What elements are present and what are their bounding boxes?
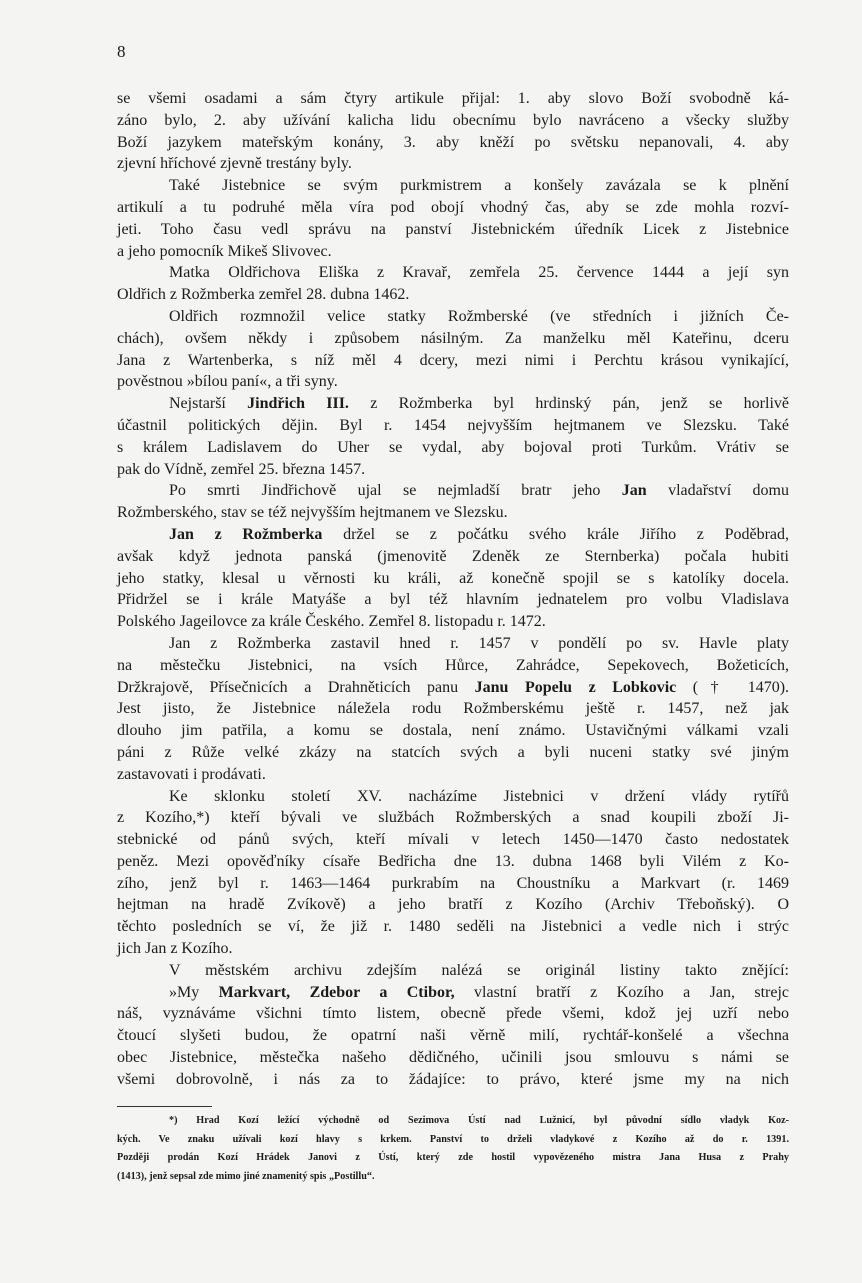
text-run: Držkrajově, Přísečnicích a Drahněticích panu (117, 678, 475, 696)
text-run: zího, jenž byl r. 1463—1464 purkrabím na Choustníku a Markvart (r. 1469 (117, 874, 789, 892)
footnote-line: Později prodán Kozí Hrádek Janovi z Ústí, který zde hostil vypovězeného mistra Jana Husa z Prahy (117, 1152, 789, 1163)
text-line (117, 655, 789, 677)
text-run: Boží jazykem mateřským konány, 3. aby kněží po světsku nepanovali, 4. aby (117, 133, 789, 151)
text-run: Nejstarší (169, 395, 248, 413)
bold-name: Janu Popelu z Lobkovic (474, 678, 677, 696)
text-line (117, 415, 789, 437)
text-run: »My (169, 983, 219, 1001)
text-line (117, 480, 789, 502)
text-line (117, 633, 789, 655)
text-run: Rožmberského, stav se též nejvyšším hejtmanem ve Slezsku. (117, 504, 508, 522)
text-line (117, 938, 789, 960)
text-line (117, 742, 789, 764)
text-run: jeti. Toho času vedl správu na panství Jistebnickém úředník Licek z Jistebnice (117, 220, 789, 238)
bold-name: Jindřich III. (247, 395, 349, 413)
text-line (117, 197, 789, 219)
text-run: zastavovati i prodávati. (117, 765, 266, 783)
text-run: vladařství domu (646, 482, 789, 500)
text-run: Oldřich rozmnožil velice statky Rožmberské (ve středních i jižních Če- (169, 307, 789, 325)
text-line (117, 829, 789, 851)
text-line (117, 524, 789, 546)
text-run: Přidržel se i krále Matyáše a byl též hlavním jednatelem pro volbu Vladislava (117, 591, 789, 609)
body-text (117, 88, 789, 1091)
text-line (117, 982, 789, 1004)
text-run: Jana z Wartenberka, s níž měl 4 dcery, mezi nimi i Perchtu krásou vynikající, (117, 351, 789, 369)
text-run: chách), ovšem někdy i způsobem násilným. Za manželku měl Kateřinu, dceru (117, 329, 789, 347)
text-run: z Rožmberka byl hrdinský pán, jenž se horlivě (348, 395, 789, 413)
footnote-divider (117, 1106, 212, 1107)
text-line (117, 88, 789, 110)
text-line (117, 677, 789, 699)
text-line (117, 611, 789, 633)
text-line (117, 916, 789, 938)
text-line (117, 502, 789, 524)
text-run: všemi dobrovolně, i nás za to žádajíce: to právo, které jsme my na nich (117, 1070, 789, 1088)
bold-name: Markvart, Zdebor a Ctibor, (218, 983, 455, 1001)
bold-name: Jan z Rožmberka (169, 525, 323, 543)
text-run: artikulí a tu podruhé měla víra pod obojí vhodný čas, aby se zde mohla rozví- (117, 198, 789, 216)
text-run: Matka Oldřichova Eliška z Kravař, zemřela 25. července 1444 a její syn (169, 264, 789, 282)
text-line (117, 350, 789, 372)
text-run: avšak když jednota panská (jmenovitě Zdeněk ze Sternberka) počala hubiti (117, 547, 789, 565)
text-run: peněz. Mezi opověďníky císaře Bedřicha dne 13. dubna 1468 byli Vilém z Ko- (117, 852, 789, 870)
text-line (117, 241, 789, 263)
text-run: Oldřich z Rožmberka zemřel 28. dubna 1462. (117, 286, 410, 304)
text-run: páni z Růže velké zkázy na statcích svých a byli nuceni statky své jiným (117, 743, 789, 761)
text-run: pak do Vídně, zemřel 25. března 1457. (117, 460, 366, 478)
text-line (117, 1003, 789, 1025)
text-line (117, 1069, 789, 1091)
text-run: Jan z Rožmberka zastavil hned r. 1457 v pondělí po sv. Havle platy (169, 634, 789, 652)
text-run: čtoucí slyšeti budou, že opatrní naši věrně milí, rychtář-konšelé a všechna (117, 1027, 789, 1045)
text-run: Také Jistebnice se svým purkmistrem a konšely zavázala se k plnění (169, 177, 789, 195)
text-line (117, 894, 789, 916)
text-line (117, 1047, 789, 1069)
text-line (117, 698, 789, 720)
text-line (117, 153, 789, 175)
text-line (117, 720, 789, 742)
text-line (117, 873, 789, 895)
text-run: na městečku Jistebnici, na vsích Hůrce, Zahrádce, Sepekovech, Božeticích, (117, 656, 789, 674)
text-line (117, 284, 789, 306)
text-line (117, 546, 789, 568)
text-run: stebnické od pánů svých, kteří mívali v letech 1450—1470 často nedostatek (117, 831, 789, 849)
text-run: († 1470). (676, 678, 790, 696)
text-run: účastnil politických dějin. Byl r. 1454 nejvyšším hejtmanem ve Slezsku. Také (117, 416, 789, 434)
text-line (117, 764, 789, 786)
footnote (117, 1112, 789, 1186)
text-run: držel se z počátku svého krále Jiřího z Poděbrad, (322, 525, 790, 543)
text-run: s králem Ladislavem do Uher se vydal, aby bojoval proti Turkům. Vrátiv se (117, 438, 789, 456)
text-run: z Kozího,*) kteří bývali ve službách Rožmberských a snad koupili zboží Ji- (117, 809, 789, 827)
page-number: 8 (117, 42, 126, 61)
text-line (117, 437, 789, 459)
text-run: Ke sklonku století XV. nacházíme Jistebnici v držení vlády rytířů (169, 787, 789, 805)
text-run: a jeho pomocník Mikeš Slivovec. (117, 242, 332, 260)
text-run: jich Jan z Kozího. (117, 940, 233, 958)
text-run: vlastní bratří z Kozího a Jan, strejc (454, 983, 790, 1001)
text-line (117, 851, 789, 873)
text-run: záno bylo, 2. aby užívání kalicha lidu obecnímu bylo navráceno a všecky služby (117, 111, 789, 129)
text-line (117, 175, 789, 197)
footnote-line: *) Hrad Kozí ležící východně od Sezimova Ústí nad Lužnicí, byl původní sídlo vladyk Koz- (169, 1115, 789, 1126)
text-line (117, 306, 789, 328)
text-line (117, 1025, 789, 1047)
footnote-line: kých. Ve znaku užívali kozí hlavy s krkem. Panství to drželi vladykové z Kozího až do r. 1391. (117, 1133, 789, 1145)
text-run: těchto posledních se ví, že již r. 1480 seděli na Jistebnici a vedle nich i strýc (117, 918, 789, 936)
text-line (117, 262, 789, 284)
text-run: se všemi osadami a sám čtyry artikule přijal: 1. aby slovo Boží svobodně ká- (117, 90, 789, 107)
text-line (117, 568, 789, 590)
text-line (117, 393, 789, 415)
text-run: Polského Jageilovce za krále Českého. Zemřel 8. listopadu r. 1472. (117, 613, 546, 631)
text-run: V městském archivu zdejším nalézá se originál listiny takto znějící: (169, 961, 789, 979)
text-line (117, 328, 789, 350)
text-run: hejtman na hradě Zvíkově) a jeho bratří z Kozího (Archiv Třeboňský). O (117, 896, 789, 914)
text-line (117, 960, 789, 982)
footnote-line: (1413), jenž sepsal zde mimo jiné znamenitý spis „Postillu“. (117, 1170, 375, 1182)
text-line (117, 110, 789, 132)
text-line (117, 807, 789, 829)
text-line (117, 132, 789, 154)
text-run: Po smrti Jindřichově ujal se nejmladší bratr jeho (169, 482, 622, 500)
text-run: jeho statky, klesal u věrnosti ku králi, až konečně spojil se s katolíky docela. (117, 569, 789, 587)
text-line (117, 371, 789, 393)
text-line (117, 589, 789, 611)
text-run: náš, vyznáváme všichni tímto listem, obecně přede všemi, kdož jej uzří nebo (117, 1005, 789, 1023)
text-run: zjevní hříchové zjevně trestány byly. (117, 155, 352, 173)
text-run: dlouho jim patřila, a komu se dostala, není známo. Ustavičnými válkami vzali (117, 722, 789, 740)
text-line (117, 786, 789, 808)
text-run: obec Jistebnice, městečka našeho dědičného, učinili jsou smlouvu s námi se (117, 1049, 789, 1067)
bold-name: Jan (621, 482, 647, 500)
text-line (117, 459, 789, 481)
text-run: pověstnou »bílou paní«, a tři syny. (117, 373, 338, 391)
text-run: Jest jisto, že Jistebnice náležela rodu Rožmberskému ještě r. 1457, než jak (117, 700, 789, 718)
text-line (117, 219, 789, 241)
